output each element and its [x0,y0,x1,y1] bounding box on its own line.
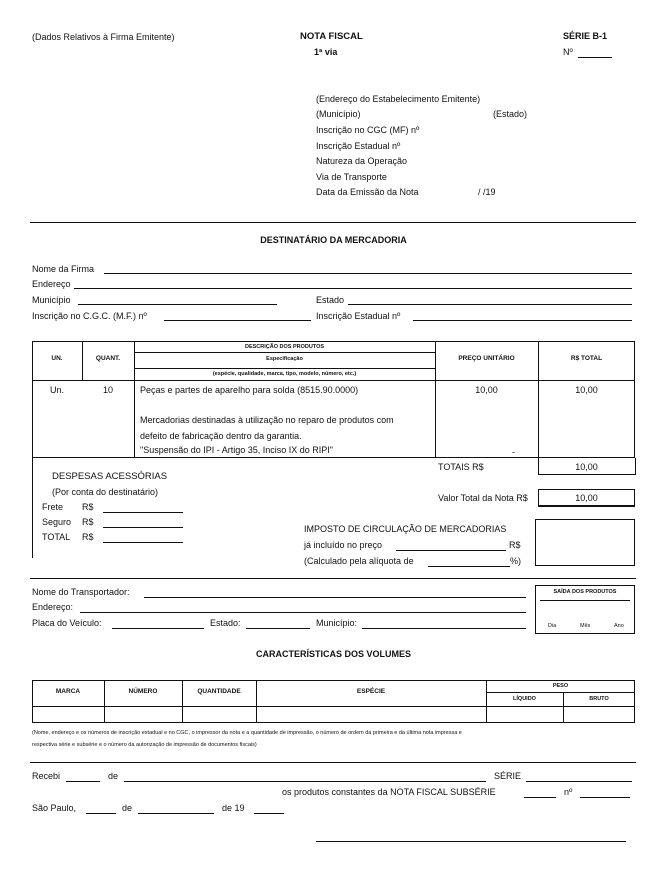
vehicle-municipality-field[interactable] [362,628,526,629]
totals-label: TOTAIS R$ [438,462,484,472]
issue-date-label: Data da Emissão da Nota [316,187,419,197]
receipt-series-field[interactable] [526,781,632,782]
total-expenses-field[interactable] [103,542,183,543]
row-un: Un. [49,385,64,395]
receipt-from-label: de [108,771,119,781]
invoice-number-label: Nº [563,47,573,57]
col-number-header: NÚMERO [128,688,158,695]
exit-day-label: Dia [548,623,557,629]
extra-expenses-title: DESPESAS ACESSÓRIAS [52,471,168,482]
receipt-number-field[interactable] [580,797,630,798]
recipient-municipality-field[interactable] [78,304,277,305]
total-expenses-label: TOTAL [42,532,71,542]
exit-month-label: Mês [580,623,591,629]
invoice-number-line[interactable] [578,57,612,58]
icm-value-box[interactable] [535,519,635,566]
products-header-bottom [32,380,635,381]
receipt-subseries-field[interactable] [524,797,556,798]
extra-expenses-note: (Por conta do destinatário) [52,487,159,497]
establishment-state-registration-label: Inscrição Estadual nº [316,141,401,151]
col-mark-header: MARCA [55,688,81,695]
issuer-data-label: (Dados Relativos à Firma Emitente) [32,32,175,42]
recipient-company-label: Nome da Firma [32,264,95,274]
receipt-city-label: São Paulo, [32,803,77,813]
invoice-total-label: Valor Total da Nota R$ [438,493,528,503]
col-gross-header: BRUTO [589,696,609,702]
receipt-of-1: de [122,803,133,813]
receipt-received-label: Recebi [32,771,61,781]
icm-included-field[interactable] [396,550,506,551]
col-species-header: ESPÉCIE [356,688,386,695]
vehicle-state-label: Estado: [210,618,241,628]
footnote-line-1: (Nome, endereço e os números de inscrição estadual e no CGC, o impressor da nota e a quantidade de impressão, o número de ordem da primeira e da última nota impressa e [32,730,462,736]
carrier-name-label: Nome do Transportador: [32,587,130,597]
col-quantity-header: QUANTIDADE [197,688,241,695]
footnote-line-2: respectiva série e subsérie e o número da autorização de impressão de documentos fiscais) [32,742,257,748]
via-label: 1ª via [314,47,338,57]
row-desc-1: Peças e partes de aparelho para solda (8515.90.0000) [140,385,359,395]
recipient-municipality-label: Município [32,295,71,305]
row-total: 10,00 [575,385,598,395]
col-desc-header: DESCRIÇÃO DOS PRODUTOS [244,344,325,350]
recipient-section-title: DESTINATÁRIO DA MERCADORIA [260,235,407,245]
row-desc-4: "Suspensão do IPI - Artigo 35, Inciso IX do RIPI" [140,445,333,455]
insurance-currency: R$ [82,517,94,527]
icm-title: IMPOSTO DE CIRCULAÇÃO DE MERCADORIAS [304,524,507,534]
insurance-label: Seguro [42,517,72,527]
receipt-from-field[interactable] [124,781,486,782]
icm-included-currency: R$ [509,540,521,550]
icm-included-label: já incluído no preço [304,540,383,550]
row-dash: - [512,447,515,457]
recipient-company-field[interactable] [104,273,632,274]
signature-line[interactable] [316,841,626,842]
total-expenses-currency: R$ [82,532,94,542]
issue-date-value[interactable]: / /19 [478,187,496,197]
series-label: SÉRIE B-1 [563,31,608,41]
establishment-state-label: (Estado) [493,109,528,119]
recipient-state-label: Estado [316,295,345,305]
recipient-state-registration-field[interactable] [413,320,632,321]
col-net-header: LÍQUIDO [513,696,536,702]
icm-rate-label: (Calculado pela alíquota de [304,556,414,566]
col-unit-price-header: PREÇO UNITÁRIO [458,355,515,362]
row-qty: 10 [102,385,113,395]
header-divider [30,222,636,223]
recipient-state-field[interactable] [348,304,632,305]
carrier-address-label: Endereço: [32,602,74,612]
invoice-total-value: 10,00 [575,493,598,503]
operation-nature-label: Natureza da Operação [316,156,408,166]
transport-via-label: Via de Transporte [316,172,387,182]
totals-value: 10,00 [575,462,598,472]
receipt-number-label: nº [564,787,573,797]
vehicle-plate-label: Placa do Veículo: [32,618,102,628]
recipient-address-field[interactable] [74,288,632,289]
vehicle-state-field[interactable] [246,628,310,629]
row-desc-3: defeito de fabricação dentro da garantia. [140,431,302,441]
col-weight-header: PESO [552,683,569,689]
carrier-address-field[interactable] [80,612,526,613]
col-desc-sub-header: Especificação [266,356,303,362]
recipient-cgc-label: Inscrição no C.G.C. (M.F.) nº [32,311,147,321]
footnote-divider [30,762,636,763]
establishment-address-label: (Endereço do Estabelecimento Emitente) [316,94,481,104]
receipt-series-label: SÉRIE [494,771,522,781]
col-un-header: UN. [51,355,63,362]
receipt-day-field[interactable] [86,813,116,814]
vehicle-municipality-label: Município: [316,618,358,628]
receipt-month-field[interactable] [138,813,214,814]
receipt-of-2: de 19 [222,803,245,813]
vehicle-plate-field[interactable] [112,628,204,629]
establishment-municipality-label: (Município) [316,109,361,119]
receipt-products-label: os produtos constantes da NOTA FISCAL SUBSÉRIE [282,787,496,797]
volumes-section-title: CARACTERÍSTICAS DOS VOLUMES [255,649,411,659]
recipient-cgc-field[interactable] [164,320,311,321]
icm-rate-field[interactable] [428,566,510,567]
icm-rate-suffix: %) [510,556,521,566]
freight-label: Frete [42,502,64,512]
establishment-cgc-label: Inscrição no CGC (MF) nº [316,125,420,135]
freight-field[interactable] [103,512,183,513]
insurance-field[interactable] [103,527,183,528]
recipient-address-label: Endereço [32,279,71,289]
receipt-year-field[interactable] [254,813,284,814]
exit-products-title: SAÍDA DOS PRODUTOS [553,589,617,595]
recipient-state-registration-label: Inscrição Estadual nº [316,311,401,321]
freight-currency: R$ [82,502,94,512]
row-unit-price: 10,00 [475,385,498,395]
exit-year-label: Ano [614,623,624,629]
col-desc-detail-header: (espécie, qualidade, marca, tipo, modelo, número, etc.) [212,371,357,377]
col-total-header: R$ TOTAL [570,355,603,362]
row-desc-2: Mercadorias destinadas à utilização no reparo de produtos com [140,415,394,425]
document-title: NOTA FISCAL [300,31,363,42]
carrier-name-field[interactable] [144,597,526,598]
icm-divider [30,578,636,579]
receipt-received-field[interactable] [66,781,100,782]
col-qty-header: QUANT. [95,355,121,362]
